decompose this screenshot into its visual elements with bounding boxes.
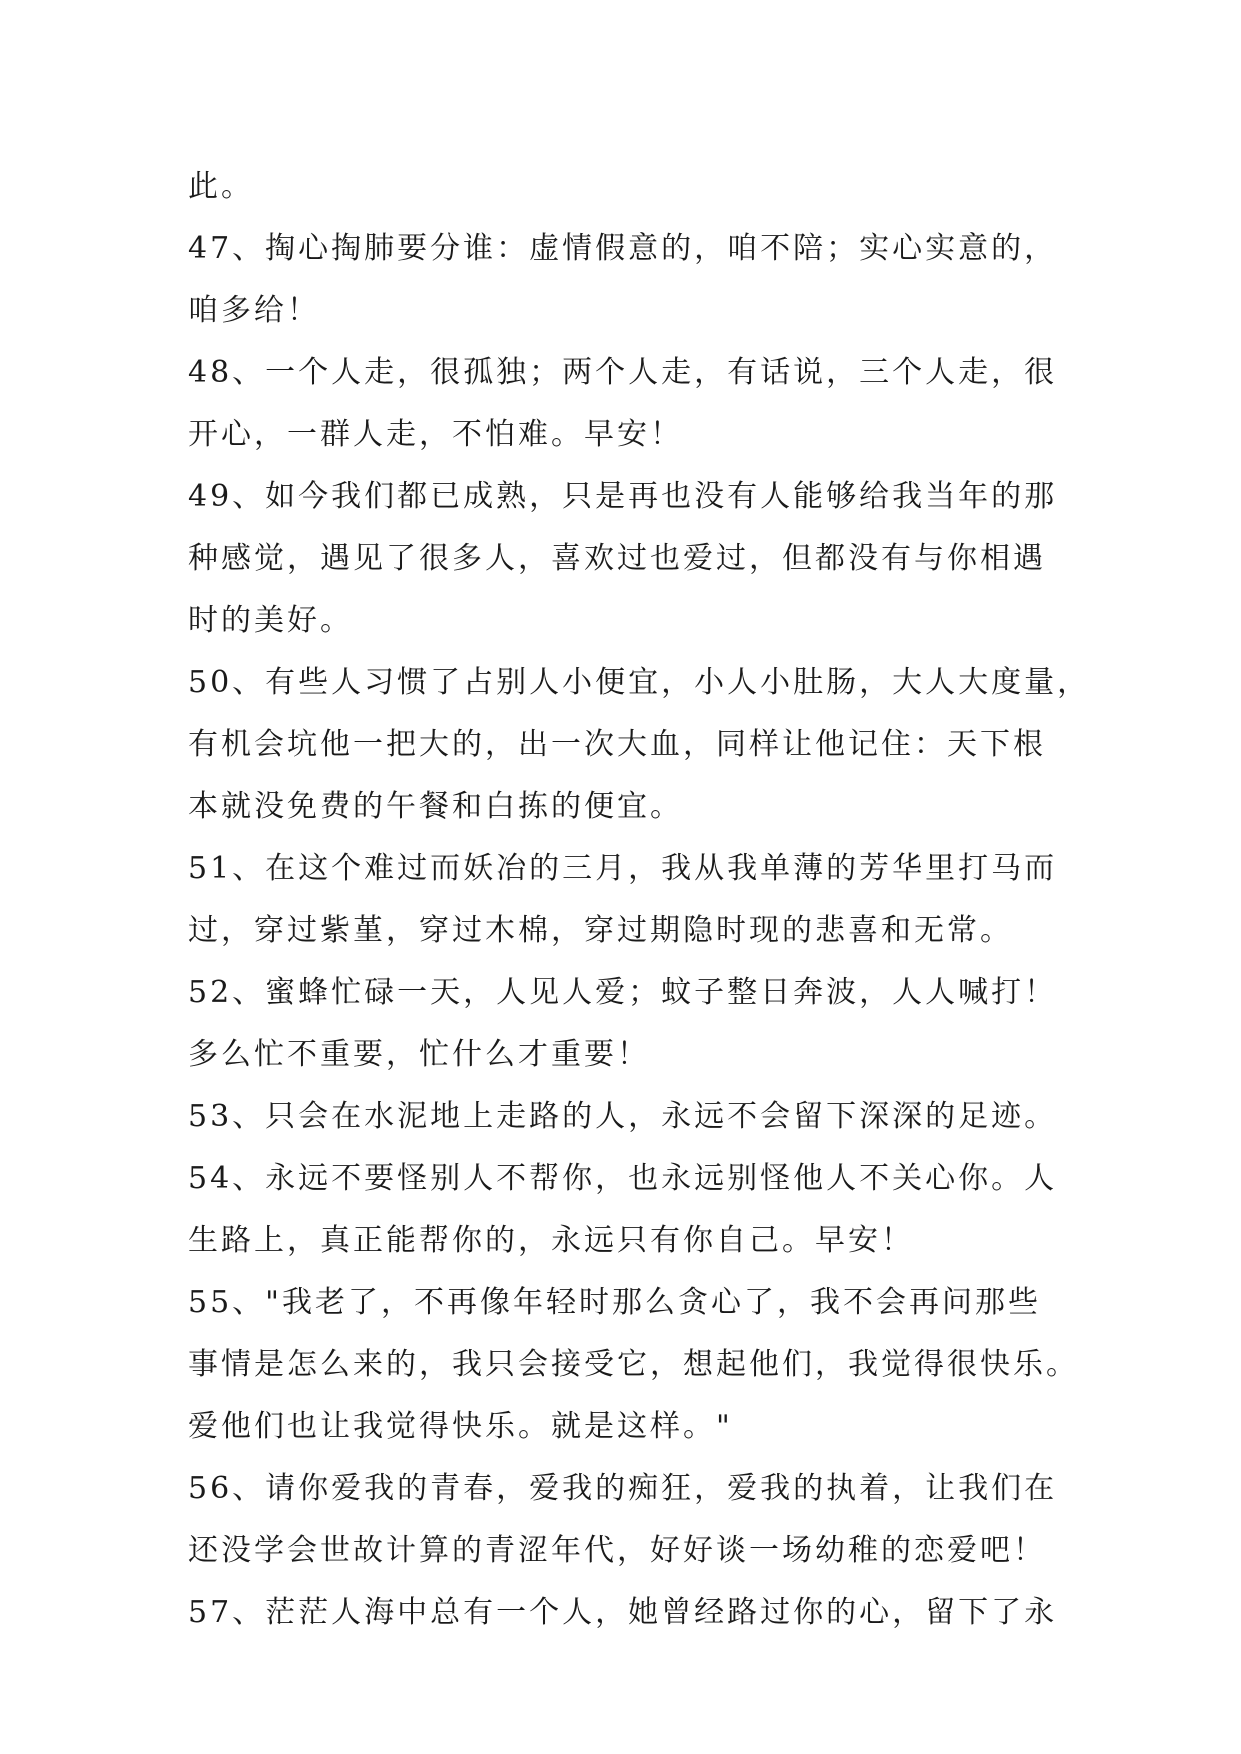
text-line: 时的美好。 [188,603,353,638]
text-line: 51、在这个难过而妖冶的三月，我从我单薄的芳华里打马而 [188,851,1058,886]
text-line: 本就没免费的午餐和白拣的便宜。 [188,789,683,824]
text-line: 过，穿过紫堇，穿过木棉，穿过期隐时现的悲喜和无常。 [188,913,1013,948]
text-line: 事情是怎么来的，我只会接受它，想起他们，我觉得很快乐。 [188,1347,1079,1382]
text-line: 开心，一群人走，不怕难。早安！ [188,417,683,452]
text-line: 54、永远不要怪别人不帮你，也永远别怪他人不关心你。人 [188,1161,1058,1196]
text-line: 56、请你爱我的青春，爱我的痴狂，爱我的执着，让我们在 [188,1471,1058,1506]
text-line: 53、只会在水泥地上走路的人，永远不会留下深深的足迹。 [188,1099,1058,1134]
text-line: 49、如今我们都已成熟，只是再也没有人能够给我当年的那 [188,479,1058,514]
text-line: 55、"我老了，不再像年轻时那么贪心了，我不会再问那些 [188,1285,1041,1320]
text-line: 此。 [188,169,254,204]
text-line: 种感觉，遇见了很多人，喜欢过也爱过，但都没有与你相遇 [188,541,1046,576]
text-line: 47、掏心掏肺要分谁：虚情假意的，咱不陪；实心实意的， [188,231,1058,266]
text-line: 生路上，真正能帮你的，永远只有你自己。早安！ [188,1223,914,1258]
text-line: 有机会坑他一把大的，出一次大血，同样让他记住：天下根 [188,727,1046,762]
text-line: 48、一个人走，很孤独；两个人走，有话说，三个人走，很 [188,355,1058,390]
text-line: 爱他们也让我觉得快乐。就是这样。" [188,1409,733,1444]
text-line: 52、蜜蜂忙碌一天，人见人爱；蚊子整日奔波，人人喊打！ [188,975,1058,1010]
text-line: 57、茫茫人海中总有一个人，她曾经路过你的心，留下了永 [188,1595,1058,1630]
document-body [188,156,1091,1644]
text-line: 50、有些人习惯了占别人小便宜，小人小肚肠，大人大度量， [188,665,1091,700]
text-line: 还没学会世故计算的青涩年代，好好谈一场幼稚的恋爱吧！ [188,1533,1046,1568]
text-line: 咱多给！ [188,293,320,328]
text-line: 多么忙不重要，忙什么才重要！ [188,1037,650,1072]
